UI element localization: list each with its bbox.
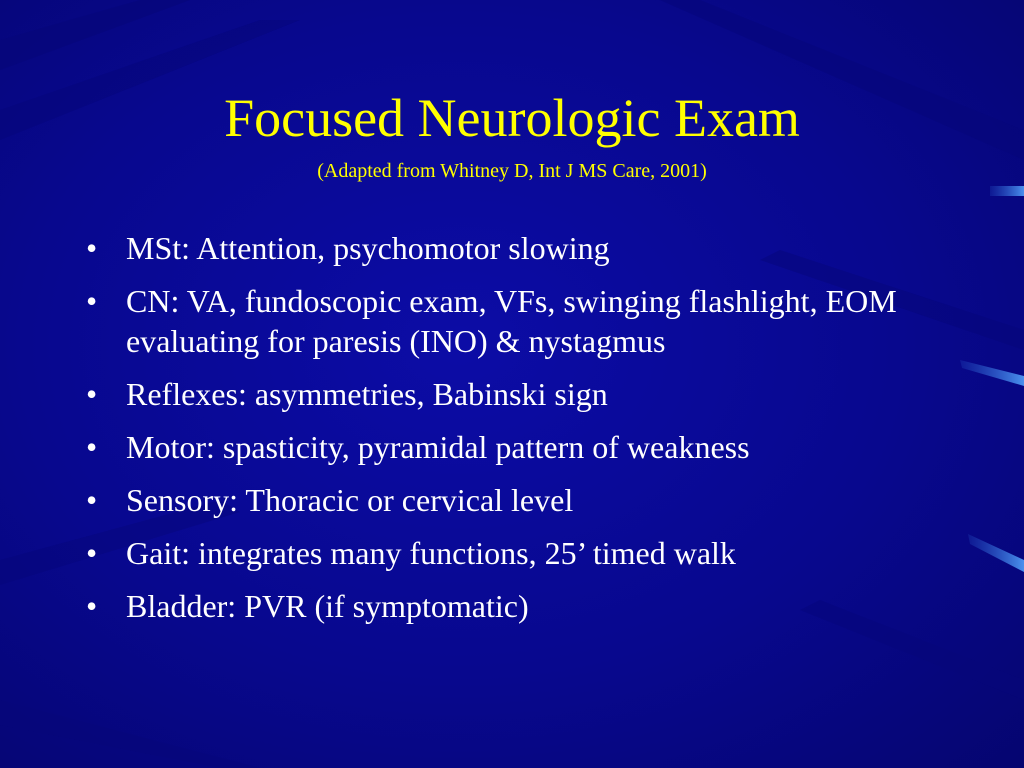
bullet-dot-icon: • bbox=[86, 283, 98, 319]
bullet-text: CN: VA, fundoscopic exam, VFs, swinging flashlight, EOM evaluating for paresis (INO) & nystagmus bbox=[126, 283, 897, 359]
bullet-item-cranial-nerves bbox=[86, 281, 926, 361]
bullet-item-gait bbox=[86, 533, 926, 573]
bullet-text: Bladder: PVR (if symptomatic) bbox=[126, 588, 529, 624]
bullet-item-bladder bbox=[86, 586, 926, 626]
bullet-text: Gait: integrates many functions, 25’ timed walk bbox=[126, 535, 736, 571]
bullet-text: MSt: Attention, psychomotor slowing bbox=[126, 230, 610, 266]
bullet-text: Reflexes: asymmetries, Babinski sign bbox=[126, 376, 608, 412]
bullet-dot-icon: • bbox=[86, 535, 98, 571]
right-edge-accents bbox=[960, 186, 1024, 572]
bullet-dot-icon: • bbox=[86, 588, 98, 624]
bullet-text: Sensory: Thoracic or cervical level bbox=[126, 482, 574, 518]
bullet-item-mental-status bbox=[86, 228, 926, 268]
bullet-item-motor bbox=[86, 427, 926, 467]
bullet-text: Motor: spasticity, pyramidal pattern of weakness bbox=[126, 429, 750, 465]
bullet-list bbox=[86, 228, 926, 639]
bullet-dot-icon: • bbox=[86, 230, 98, 266]
slide-title: Focused Neurologic Exam bbox=[224, 88, 800, 148]
bullet-dot-icon: • bbox=[86, 482, 98, 518]
bullet-item-sensory bbox=[86, 480, 926, 520]
bullet-dot-icon: • bbox=[86, 429, 98, 465]
slide-subtitle: (Adapted from Whitney D, Int J MS Care, 2001) bbox=[317, 160, 707, 182]
bullet-item-reflexes bbox=[86, 374, 926, 414]
bullet-dot-icon: • bbox=[86, 376, 98, 412]
